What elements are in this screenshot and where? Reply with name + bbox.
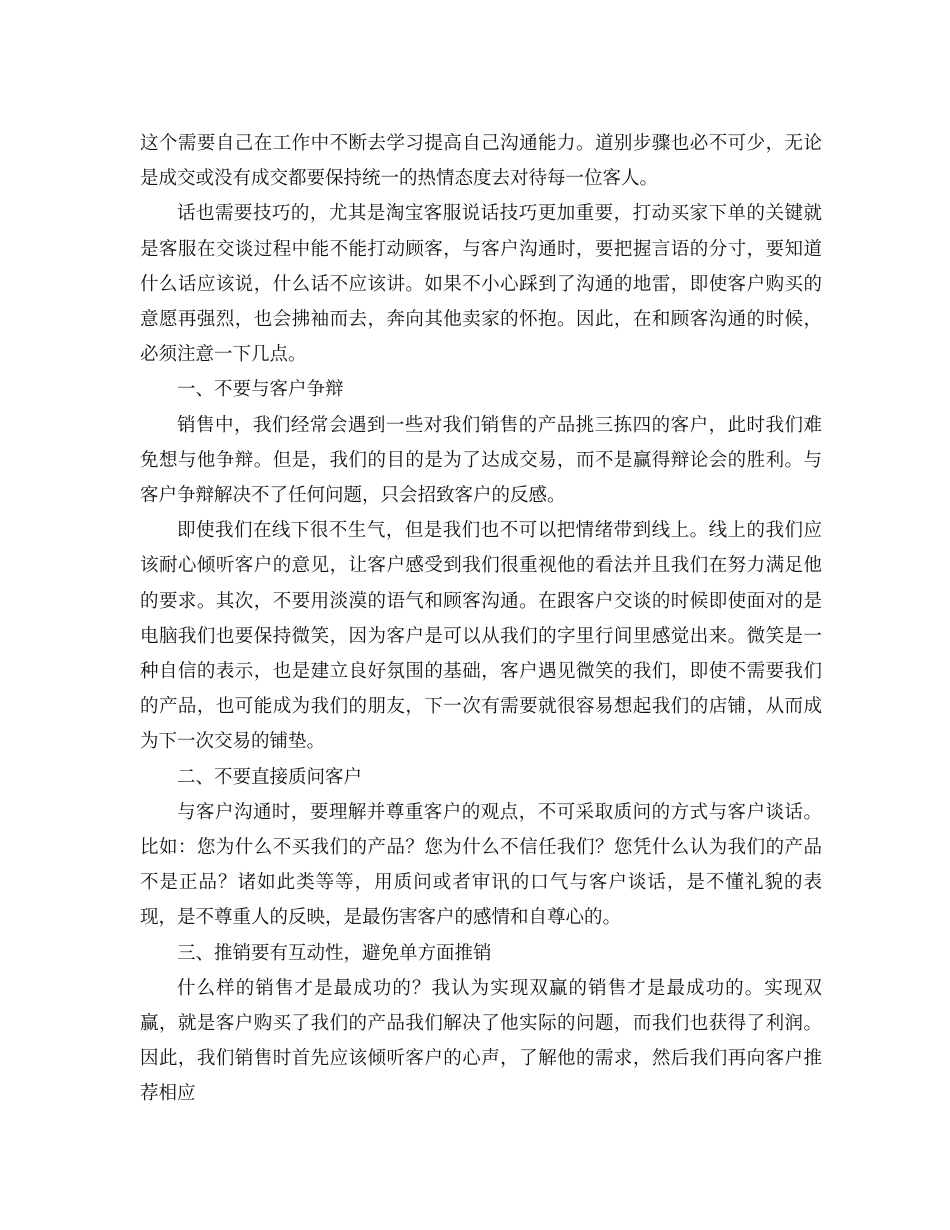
section-heading-2: 二、不要直接质问客户 [177, 766, 363, 788]
document-body [140, 126, 822, 1112]
paragraph-5: 与客户沟通时，要理解并尊重客户的观点，不可采取质问的方式与客户谈话。比如：您为什么不买我们的产品？您为什么不信任我们？您凭什么认为我们的产品不是正品？诸如此类等等，用质问或者审讯的口气与客户谈话，是不懂礼貌的表现，是不尊重人的反映，是最伤害客户的感情和自尊心的。 [140, 801, 822, 929]
paragraph-1: 这个需要自己在工作中不断去学习提高自己沟通能力。道别步骤也必不可少，无论是成交或没有成交都要保持统一的热情态度去对待每一位客人。 [140, 133, 822, 190]
section-heading-3: 三、推销要有互动性，避免单方面推销 [177, 942, 492, 964]
paragraph-2: 话也需要技巧的，尤其是淘宝客服说话技巧更加重要，打动买家下单的关键就是客服在交谈过程中能不能打动顾客，与客户沟通时，要把握言语的分寸，要知道什么话应该说，什么话不应该讲。如果不小心踩到了沟通的地雷，即使客户购买的意愿再强烈，也会拂袖而去，奔向其他卖家的怀抱。因此，在和顾客沟通的时候，必须注意一下几点。 [140, 203, 822, 366]
paragraph-4: 即使我们在线下很不生气，但是我们也不可以把情绪带到线上。线上的我们应该耐心倾听客户的意见，让客户感受到我们很重视他的看法并且我们在努力满足他的要求。其次，不要用淡漠的语气和顾客沟通。在跟客户交谈的时候即使面对的是电脑我们也要保持微笑，因为客户是可以从我们的字里行间里感觉出来。微笑是一种自信的表示，也是建立良好氛围的基础，客户遇见微笑的我们，即使不需要我们的产品，也可能成为我们的朋友，下一次有需要就很容易想起我们的店铺，从而成为下一次交易的铺垫。 [140, 520, 822, 753]
section-heading-1: 一、不要与客户争辩 [177, 379, 344, 401]
paragraph-3: 销售中，我们经常会遇到一些对我们销售的产品挑三拣四的客户，此时我们难免想与他争辩。但是，我们的目的是为了达成交易，而不是赢得辩论会的胜利。与客户争辩解决不了任何问题，只会招致客户的反感。 [140, 414, 822, 507]
paragraph-6: 什么样的销售才是最成功的？我认为实现双赢的销售才是最成功的。实现双赢，就是客户购买了我们的产品我们解决了他实际的问题，而我们也获得了利润。因此，我们销售时首先应该倾听客户的心声，了解他的需求，然后我们再向客户推荐相应 [140, 977, 822, 1105]
